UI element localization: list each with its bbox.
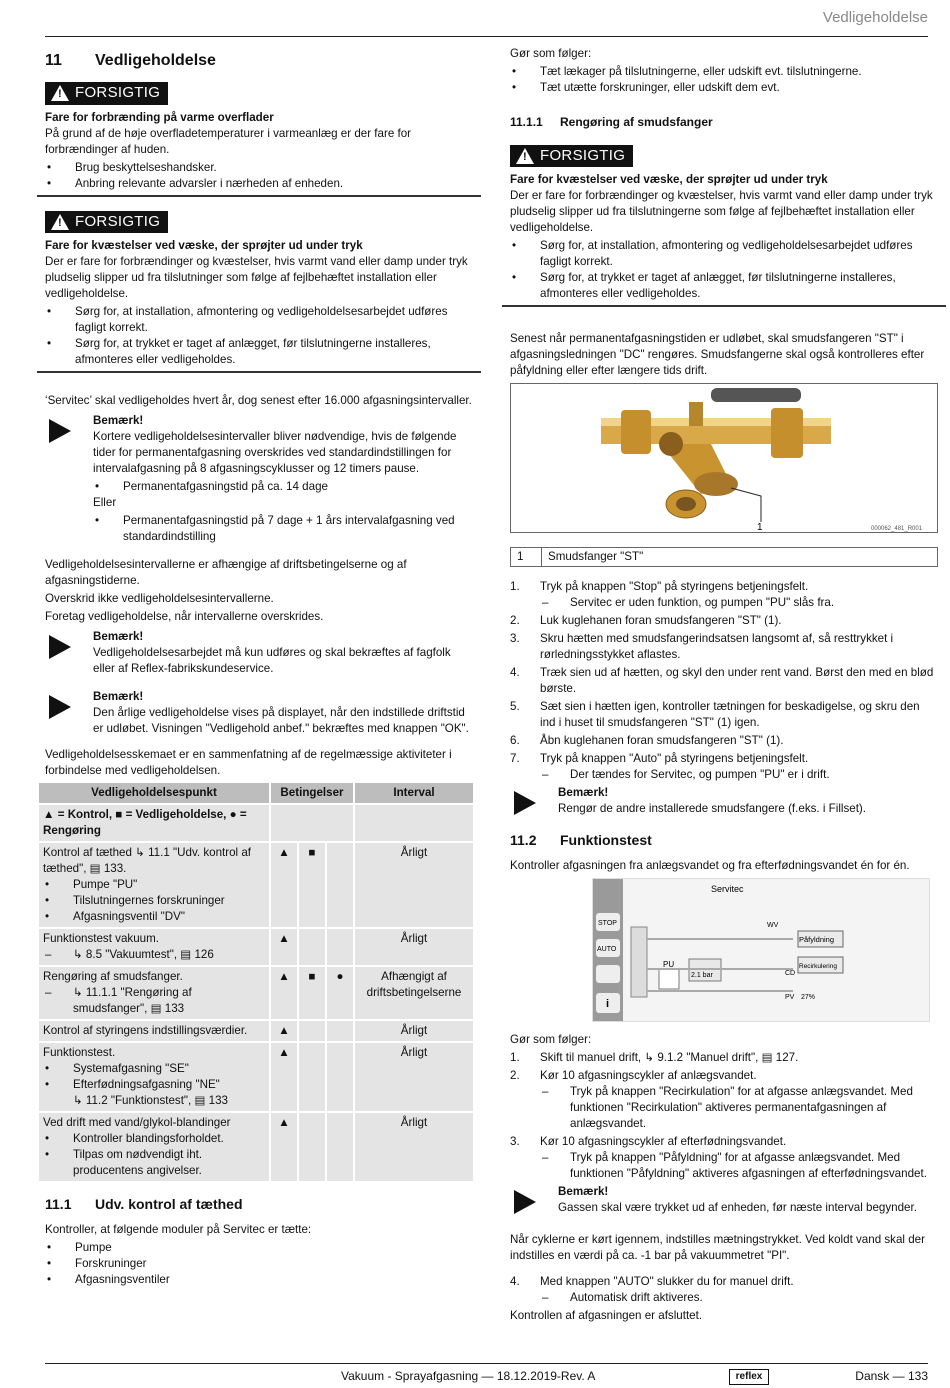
warning-icon: !	[51, 85, 69, 101]
svg-text:WV: WV	[767, 922, 779, 930]
paragraph: Overskrid ikke vedligeholdelsesintervallerne.	[45, 592, 274, 606]
note-box: Bemærk! Den årlige vedligeholdelse vises på displayet, når den indstillede driftstid er udløbet. Visningen "Vedligehold anbef." bekræftes med knappen "OK".	[45, 689, 473, 739]
paragraph: ‘Servitec’ skal vedligeholdes hvert år, dog senest efter 16.000 afgasningsintervaller.	[45, 394, 472, 408]
table-row: Ved drift med vand/glykol-blandinger • Kontroller blandingsforholdet. • Tilpas om nødvendigt iht. producentens angivelser. ▲ Årligt	[39, 1113, 473, 1181]
warning-title: Fare for kvæstelser ved væske, der sprøjter ud under tryk	[510, 173, 828, 187]
table-row: Kontrol af styringens indstillingsværdier. ▲ Årligt	[39, 1021, 473, 1041]
subsection-heading: 11.2 Funktionstest	[510, 831, 652, 848]
procedure-steps: 4. Med knappen "AUTO" slukker du for manuel drift. – Automatisk drift aktiveres.	[510, 1274, 938, 1306]
note-arrow-icon	[49, 695, 71, 719]
table-header: Vedligeholdelsespunkt	[39, 783, 269, 803]
table-row: Funktionstest. • Systemafgasning "SE" • Efterfødningsafgasning "NE" ↳ 11.2 "Funktionstest", ▤ 133 ▲ Årligt	[39, 1043, 473, 1111]
note-box: Bemærk! Kortere vedligeholdelsesintervaller bliver nødvendige, hvis de følgende tider for permanentafgasning overskrides ved standardindstillingen for intervalafgasning på 8 afgasningscyklusser og 12 timers pause. • Permanentafgasningstid på ca. 14 dage Eller • Permanentafgasningstid på 7 dage + 1 års intervalafgasning ved standardindstilling	[45, 413, 473, 545]
svg-text:27%: 27%	[801, 994, 816, 1002]
warning-burn	[37, 82, 481, 197]
warning-icon: !	[516, 148, 534, 164]
footer-doc: Vakuum - Sprayafgasning — 18.12.2019-Rev. A	[341, 1369, 596, 1383]
svg-text:PU: PU	[663, 960, 675, 970]
warning-badge: ! FORSIGTIG	[45, 211, 168, 234]
svg-text:AUTO: AUTO	[597, 946, 617, 954]
controller-screen-figure	[592, 878, 930, 1022]
paragraph: Kontroller, at følgende moduler på Servitec er tætte:	[45, 1222, 312, 1236]
header-title: Vedligeholdelse	[822, 9, 928, 26]
svg-text:Påfyldning: Påfyldning	[799, 935, 835, 945]
table-row: ▲ = Kontrol, ■ = Vedligeholdelse, ● = Rengøring	[39, 805, 473, 841]
paragraph: Vedligeholdelsesintervallerne er afhængige af driftsbetingelserne og af afgasningstiderne.	[45, 558, 407, 588]
module-list: • Pumpe • Forskruninger • Afgasningsventiler	[45, 1240, 473, 1288]
paragraph: Kontroller afgasningen fra anlægsvandet og fra efterfødningsvandet én for én.	[510, 859, 910, 873]
table-header: Betingelser	[271, 783, 353, 803]
note-box: Bemærk! Rengør de andre installerede smudsfangere (f.eks. i Fillset).	[510, 785, 938, 819]
warning-list: • Sørg for, at installation, afmontering og vedligeholdelsesarbejdet udføres fagligt korrekt. • Sørg for, at trykket er taget af anlægget, før tilslutningerne installeres, afmonteres eller vedligeholdes.	[45, 304, 473, 368]
svg-text:CD: CD	[785, 970, 796, 978]
note-box: Bemærk! Gassen skal være trykket ud af enheden, før næste interval begynder.	[510, 1184, 938, 1218]
svg-text:Recirkulering: Recirkulering	[799, 963, 837, 971]
figure-code: 000062_481_R001	[871, 526, 923, 533]
table-row: Funktionstest vakuum. – ↳ 8.5 "Vakuumtest", ▤ 126 ▲ Årligt	[39, 929, 473, 965]
warning-pressure	[37, 211, 481, 374]
warning-list: • Sørg for, at installation, afmontering og vedligeholdelsesarbejdet udføres fagligt korrekt. • Sørg for, at trykket er taget af anlægget, før tilslutningerne installeres, afmonteres eller vedligeholdes.	[510, 238, 938, 302]
procedure-steps: 1. Skift til manuel drift, ↳ 9.1.2 "Manuel drift", ▤ 127. 2. Kør 10 afgasningscykler af anlægsvandet. – Tryk på knappen "Recirkulation" for at afgasse anlægsvandet. Med funktionen "Recirkulation" aktiveres permanentafgasningen af anlægsvandet. 3. Kør 10 afgasningscykler af efterfødningsvandet. – Tryk på knappen "Påfyldning" for at afgasse anlægsvandet. Med funktionen "Påfyldning" aktiveres afgasningen af efterfødningsvandet.	[510, 1050, 938, 1182]
svg-text:Servitec: Servitec	[711, 884, 744, 895]
maintenance-table	[37, 781, 475, 1183]
warning-pressure	[502, 145, 946, 308]
figure-callout: 1	[757, 522, 763, 533]
svg-text:2.1 bar: 2.1 bar	[691, 972, 713, 980]
procedure-steps: 1. Tryk på knappen "Stop" på styringens betjeningsfelt. – Servitec er uden funktion, og pumpen "PU" slås fra. 2. Luk kuglehanen foran smudsfangeren "ST" (1). 3. Skru hætten med smudsfangerindsatsen langsomt af, så resttrykket i rørledningsstykket aflastes. 4. Træk sien ud af hætten, og skyl den under rent vand. Børst den med en blød børste. 5. Sæt sien i hætten igen, kontroller tætningen for beskadigelse, og skru den ind i huset til smudsfangeren "ST" (1) igen. 6. Åbn kuglehanen foran smudsfangeren "ST" (1). 7. Tryk på knappen "Auto" på styringens betjeningsfelt. – Der tændes for Servitec, og pumpen "PU" er i drift.	[510, 579, 938, 783]
note-arrow-icon	[49, 635, 71, 659]
warning-text: På grund af de høje overfladetemperaturer i varmeanlæg er der fare for forbrændinger af huden.	[45, 126, 412, 156]
svg-text:PV: PV	[785, 994, 795, 1002]
subsection-heading: 11.1 Udv. kontrol af tæthed	[45, 1195, 243, 1212]
table-row: Rengøring af smudsfanger. – ↳ 11.1.1 "Rengøring af smudsfanger", ▤ 133 ▲ ■ ● Afhængigt af driftsbetingelserne	[39, 967, 473, 1019]
paragraph: Når cyklerne er kørt igennem, indstilles mætningstrykket. Ved koldt vand skal der indstilles en værdi på ca. -1 bar på vakuummetret "PI".	[510, 1232, 925, 1262]
warning-list: • Brug beskyttelseshandsker. • Anbring relevante advarsler i nærheden af enheden.	[45, 160, 473, 192]
section-heading: 11 Vedligeholdelse	[45, 52, 216, 69]
note-arrow-icon	[514, 791, 536, 815]
warning-badge: ! FORSIGTIG	[510, 145, 633, 168]
table-row: Kontrol af tæthed ↳ 11.1 "Udv. kontrol af tæthed", ▤ 133. • Pumpe "PU" • Tilslutningernes forskruninger • Afgasningsventil "DV" ▲ ■ Årligt	[39, 843, 473, 927]
subsection-heading: 11.1.1 Rengøring af smudsfanger	[510, 114, 713, 129]
page-footer	[45, 1363, 928, 1388]
paragraph: Senest når permanentafgasningstiden er udløbet, skal smudsfangeren "ST" i afgasningsledningen "DC" rengøres. Smudsfangerne skal også kontrolleres efter påfyldning eller efter længere tids drift.	[510, 332, 925, 378]
warning-badge: ! FORSIGTIG	[45, 82, 168, 105]
table-header: Interval	[355, 783, 473, 803]
svg-text:STOP: STOP	[598, 920, 617, 928]
footer-page: Dansk — 133	[855, 1369, 928, 1383]
paragraph: Vedligeholdelsesskemaet er en sammenfatning af de regelmæssige aktiviteter i forbindelse med vedligeholdelsen.	[45, 747, 452, 777]
right-column	[510, 46, 938, 1326]
figure-legend: 1 Smudsfanger "ST"	[510, 547, 938, 567]
warning-title: Fare for kvæstelser ved væske, der sprøjter ud under tryk	[45, 239, 363, 253]
note-arrow-icon	[514, 1190, 536, 1214]
paragraph: Gør som følger:	[510, 1033, 592, 1047]
paragraph: Kontrollen af afgasningen er afsluttet.	[510, 1308, 703, 1322]
dirt-trap-figure	[510, 383, 938, 533]
svg-text:i: i	[606, 998, 610, 1011]
warning-text: Der er fare for forbrændinger og kvæstelser, hvis varmt vand eller damp under tryk pludselig slipper ud fra tilslutninger som følge af fejlbehæftet installation eller vedligeholdelse.	[45, 255, 468, 301]
reflex-logo: reflex	[729, 1369, 769, 1385]
warning-icon: !	[51, 214, 69, 230]
note-box: Bemærk! Vedligeholdelsesarbejdet må kun udføres og skal bekræftes af fagfolk eller af Reflex-fabrikskundeservice.	[45, 629, 473, 679]
warning-text: Der er fare for forbrændinger og kvæstelser, hvis varmt vand eller damp under tryk pludselig slipper ud fra tilslutningerne som følge af fejlbehæftet installation eller vedligeholdelse.	[510, 189, 933, 235]
bullet-list: • Tæt lækager på tilslutningerne, eller udskift evt. tilslutningerne. • Tæt utætte forskruninger, eller udskift dem evt.	[510, 64, 938, 96]
paragraph: Gør som følger:	[510, 47, 592, 60]
left-column	[45, 46, 473, 1288]
warning-title: Fare for forbrænding på varme overflader	[45, 110, 274, 124]
paragraph: Foretag vedligeholdelse, når intervallerne overskrides.	[45, 610, 324, 624]
note-arrow-icon	[49, 419, 71, 443]
page-header	[45, 0, 928, 37]
